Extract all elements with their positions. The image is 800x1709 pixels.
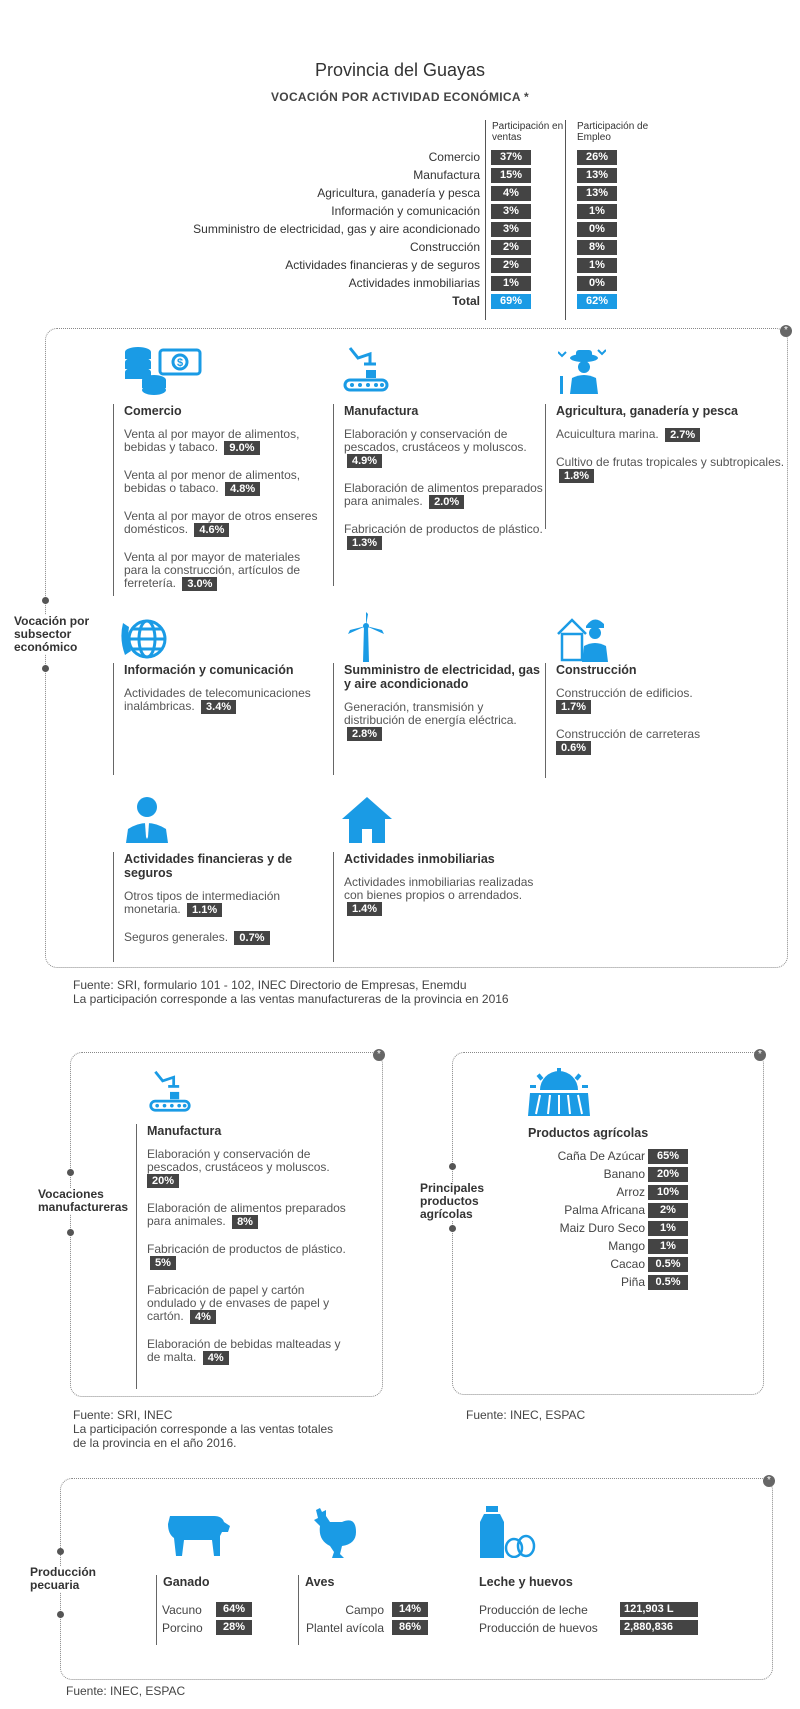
section-title: Productos agrícolas — [528, 1126, 649, 1140]
row-label: Manufactura — [413, 168, 480, 182]
construction-worker-icon — [556, 612, 608, 662]
value-badge: 4.6% — [194, 523, 229, 537]
row-label: Actividades financieras y de seguros — [285, 258, 480, 272]
subsector-side-label: Vocación por subsector económico — [14, 615, 114, 654]
value-badge: 4.8% — [225, 482, 260, 496]
asterisk-marker: * — [780, 325, 792, 337]
bullet-dot — [67, 1229, 74, 1236]
manufactureras-list — [136, 1124, 351, 1389]
empleo-badge: 13% — [577, 186, 617, 201]
item-text: Fabricación de productos de plástico. — [147, 1242, 346, 1256]
crop-value: 1% — [648, 1239, 688, 1254]
asterisk-marker: * — [763, 1475, 775, 1487]
bullet-dot — [42, 597, 49, 604]
empleo-badge: 26% — [577, 150, 617, 165]
sector-manufactura — [333, 404, 543, 586]
value-badge: 2.7% — [665, 428, 700, 442]
bullet-dot — [449, 1163, 456, 1170]
list-item — [124, 510, 318, 537]
crop-label: Arroz — [616, 1185, 645, 1199]
sector-title: Agricultura, ganadería y pesca — [556, 404, 739, 418]
coins-money-icon — [124, 344, 202, 396]
list-item — [556, 687, 785, 714]
sector-title: Construcción — [556, 663, 637, 677]
item-text: Fabricación de productos de plástico. — [344, 522, 543, 536]
item-text: Elaboración de alimentos preparados para animales. — [344, 481, 543, 508]
asterisk-marker: * — [754, 1049, 766, 1061]
list-item — [344, 428, 543, 468]
crop-value: 0.5% — [648, 1275, 688, 1290]
leche-value: 2,880,836 — [620, 1620, 698, 1635]
item-text: Elaboración de bebidas malteadas y de malta. — [147, 1337, 341, 1364]
value-badge: 1.8% — [559, 469, 594, 483]
aves-value: 86% — [392, 1620, 428, 1635]
item-text: Construcción de carreteras — [556, 727, 701, 741]
item-text: Venta al por mayor de otros enseres domésticos. — [124, 509, 318, 536]
sector-informacion — [113, 663, 318, 775]
milk-eggs-icon — [480, 1506, 536, 1558]
sector-title: Comercio — [124, 404, 182, 418]
value-badge: 3.4% — [201, 700, 236, 714]
sector-title: Manufactura — [344, 404, 419, 418]
crop-value: 1% — [648, 1221, 688, 1236]
ventas-badge: 15% — [491, 168, 531, 183]
aves-label: Campo — [345, 1603, 384, 1617]
section-title: Ganado — [163, 1575, 210, 1589]
leche-label: Producción de leche — [479, 1603, 588, 1617]
sector-comercio — [113, 404, 318, 596]
ventas-badge: 3% — [491, 222, 531, 237]
sector-agricultura — [545, 404, 785, 529]
source-line: Fuente: SRI, INEC — [73, 1408, 173, 1422]
bullet-dot — [67, 1169, 74, 1176]
table-divider-left — [485, 120, 486, 320]
item-text: Construcción de edificios. — [556, 686, 693, 700]
item-text: Venta al por menor de alimentos, bebidas o tabaco. — [124, 468, 301, 495]
value-badge: 9.0% — [224, 441, 259, 455]
empleo-badge: 0% — [577, 222, 617, 237]
asterisk-marker: * — [373, 1049, 385, 1061]
item-text: Elaboración y conservación de pescados, crustáceos y moluscos. — [344, 427, 527, 454]
robot-arm-icon — [342, 344, 390, 394]
source-note: Fuente: INEC, ESPAC — [66, 1684, 186, 1698]
aves-label: Plantel avícola — [305, 1621, 384, 1635]
list-item — [147, 1243, 351, 1270]
list-item — [124, 890, 318, 917]
section-title: Aves — [305, 1575, 335, 1589]
value-badge: 2.0% — [429, 495, 464, 509]
item-text: Cultivo de frutas tropicales y subtropicales. — [556, 455, 785, 469]
value-badge: 4.9% — [347, 454, 382, 468]
value-badge: 1.4% — [347, 902, 382, 916]
list-item — [556, 456, 785, 483]
crop-value: 10% — [648, 1185, 688, 1200]
row-label: Sumministro de electricidad, gas y aire acondicionado — [193, 222, 480, 236]
item-text: Elaboración de alimentos preparados para animales. — [147, 1201, 346, 1228]
list-item — [556, 728, 785, 755]
aves-value: 14% — [392, 1602, 428, 1617]
page-title: Provincia del Guayas — [314, 60, 486, 80]
total-ventas-badge: 69% — [491, 294, 531, 309]
empleo-badge: 1% — [577, 204, 617, 219]
row-label: Agricultura, ganadería y pesca — [317, 186, 480, 200]
crop-value: 65% — [648, 1149, 688, 1164]
empleo-badge: 0% — [577, 276, 617, 291]
ganado-value: 28% — [216, 1620, 252, 1635]
value-badge: 0.7% — [234, 931, 269, 945]
list-item — [344, 523, 543, 550]
value-badge: 1.1% — [187, 903, 222, 917]
value-badge: 4% — [203, 1351, 229, 1365]
item-text: Actividades de telecomunicaciones inalámbricas. — [124, 686, 311, 713]
list-item — [124, 428, 318, 455]
leche-label: Producción de huevos — [479, 1621, 598, 1635]
crop-value: 20% — [648, 1167, 688, 1182]
col-header-ventas: Participación en ventas — [492, 121, 564, 143]
source-line: La participación corresponde a las ventas manufactureras de la provincia en 2016 — [73, 992, 509, 1006]
source-line: La participación corresponde a las ventas totales — [73, 1422, 334, 1436]
value-badge: 1.3% — [347, 536, 382, 550]
list-item — [124, 931, 318, 945]
crop-label: Banano — [603, 1167, 645, 1181]
ventas-badge: 2% — [491, 258, 531, 273]
house-icon — [342, 797, 392, 843]
item-text: Actividades inmobiliarias realizadas con bienes propios o arrendados. — [344, 875, 534, 902]
item-text: Otros tipos de intermediación monetaria. — [124, 889, 281, 916]
value-badge: 5% — [150, 1256, 176, 1270]
table-divider-right — [565, 120, 566, 320]
bullet-dot — [57, 1611, 64, 1618]
list-item — [147, 1284, 351, 1324]
ganado-label: Vacuno — [162, 1603, 202, 1617]
list-item — [124, 687, 318, 714]
sector-title: Información y comunicación — [124, 663, 294, 677]
row-label: Construcción — [409, 240, 480, 254]
source-line: de la provincia en el año 2016. — [73, 1436, 237, 1450]
crop-label: Maiz Duro Seco — [559, 1221, 645, 1235]
list-item — [124, 469, 318, 496]
item-text: Elaboración y conservación de pescados, crustáceos y moluscos. — [147, 1147, 330, 1174]
list-item — [147, 1338, 351, 1365]
sector-electricidad — [333, 663, 543, 775]
sun-field-icon — [528, 1068, 590, 1116]
source-note: Fuente: INEC, ESPAC — [466, 1408, 586, 1422]
crop-label: Palma Africana — [564, 1203, 645, 1217]
item-text: Generación, transmisión y distribución de energía eléctrica. — [344, 700, 517, 727]
list-item — [147, 1148, 351, 1188]
list-item — [124, 551, 318, 591]
empleo-badge: 8% — [577, 240, 617, 255]
robot-arm-icon — [148, 1068, 192, 1114]
item-text: Venta al por mayor de materiales para la construcción, artículos de ferretería. — [124, 550, 301, 590]
item-text: Seguros generales. — [124, 930, 229, 944]
wind-turbine-icon — [342, 612, 390, 662]
leche-value: 121,903 L — [620, 1602, 698, 1617]
sector-title: Actividades inmobiliarias — [344, 852, 495, 866]
total-label: Total — [452, 294, 480, 308]
sector-financieras — [113, 852, 318, 962]
empleo-badge: 13% — [577, 168, 617, 183]
source-note — [73, 1408, 333, 1450]
ventas-badge: 2% — [491, 240, 531, 255]
crop-label: Caña De Azúcar — [557, 1149, 645, 1163]
item-text: Fabricación de papel y cartón ondulado y de envases de papel y cartón. — [147, 1283, 330, 1323]
svg-text:$: $ — [176, 357, 184, 369]
source-line: Fuente: SRI, formulario 101 - 102, INEC Directorio de Empresas, Enemdu — [73, 978, 467, 992]
value-badge: 1.7% — [556, 700, 591, 714]
value-badge: 0.6% — [556, 741, 591, 755]
bullet-dot — [57, 1548, 64, 1555]
crop-label: Piña — [620, 1275, 645, 1289]
ganado-label: Porcino — [162, 1621, 203, 1635]
crop-label: Mango — [608, 1239, 645, 1253]
phone-globe-icon — [119, 615, 167, 665]
crop-value: 2% — [648, 1203, 688, 1218]
ventas-badge: 1% — [491, 276, 531, 291]
value-badge: 20% — [147, 1174, 179, 1188]
total-empleo-badge: 62% — [577, 294, 617, 309]
ventas-badge: 37% — [491, 150, 531, 165]
list-item — [344, 701, 543, 741]
value-badge: 8% — [232, 1215, 258, 1229]
list-item — [556, 428, 785, 442]
row-label: Actividades inmobiliarias — [348, 276, 480, 290]
sector-title: Actividades financieras y de seguros — [124, 852, 293, 880]
item-text: Acuicultura marina. — [556, 427, 659, 441]
cow-icon — [166, 1510, 232, 1556]
col-header-empleo: Participación de Empleo — [577, 121, 649, 143]
row-label: Comercio — [428, 150, 480, 164]
crop-value: 0.5% — [648, 1257, 688, 1272]
businessman-icon — [124, 795, 170, 843]
source-note — [73, 978, 509, 1006]
leche-title: Leche y huevos — [479, 1575, 573, 1589]
crop-label: Cacao — [610, 1257, 645, 1271]
sector-construccion — [545, 663, 785, 778]
empleo-badge: 1% — [577, 258, 617, 273]
ventas-badge: 4% — [491, 186, 531, 201]
sector-title: Sumministro de electricidad, gas y aire acondicionado — [344, 663, 540, 691]
rooster-icon — [312, 1508, 358, 1558]
section-title: Manufactura — [147, 1124, 222, 1138]
list-item — [344, 482, 543, 509]
bullet-dot — [449, 1225, 456, 1232]
ganado-value: 64% — [216, 1602, 252, 1617]
list-item — [344, 876, 543, 916]
sector-inmobiliarias — [333, 852, 543, 962]
farmer-icon — [558, 346, 606, 396]
value-badge: 4% — [190, 1310, 216, 1324]
item-text: Venta al por mayor de alimentos, bebidas y tabaco. — [124, 427, 300, 454]
agricolas-side-label: Principales productos agrícolas — [420, 1182, 500, 1221]
value-badge: 2.8% — [347, 727, 382, 741]
row-label: Información y comunicación — [331, 204, 480, 218]
pecuaria-side-label: Producción pecuaria — [30, 1566, 120, 1592]
manufactureras-side-label: Vocaciones manufactureras — [38, 1188, 148, 1214]
ventas-badge: 3% — [491, 204, 531, 219]
page-subtitle: VOCACIÓN POR ACTIVIDAD ECONÓMICA * — [271, 90, 529, 104]
bullet-dot — [42, 665, 49, 672]
value-badge: 3.0% — [182, 577, 217, 591]
list-item — [147, 1202, 351, 1229]
